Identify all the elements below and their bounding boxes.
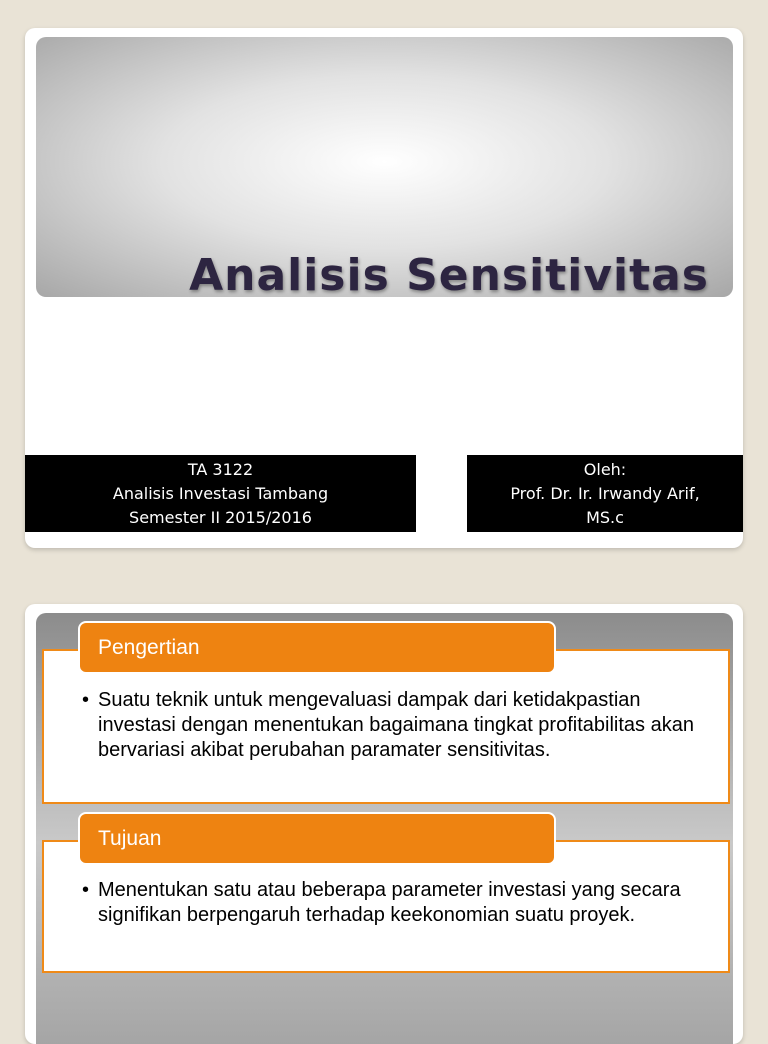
course-semester: Semester II 2015/2016 (129, 507, 312, 527)
bullet-icon: • (82, 689, 90, 711)
course-name: Analisis Investasi Tambang (112, 483, 329, 503)
author-degree: MS.c (586, 507, 624, 527)
pengertian-text: Suatu teknik untuk mengevaluasi dampak dari ketidakpastian investasi dengan menentukan bagaimana tingkat profitabilitas akan bervariasi akibat perubahan paramater sensitivitas. (98, 689, 694, 761)
tujuan-bullet (82, 878, 708, 928)
tujuan-heading: Tujuan (78, 812, 556, 865)
author-name: Prof. Dr. Ir. Irwandy Arif, (510, 483, 700, 503)
author-label: Oleh: (583, 459, 627, 479)
pengertian-heading: Pengertian (78, 621, 556, 674)
author-info-box (467, 455, 743, 532)
slide-title: Analisis Sensitivitas (189, 250, 709, 301)
course-code: TA 3122 (187, 459, 254, 479)
tujuan-text: Menentukan satu atau beberapa parameter investasi yang secara signifikan berpengaruh terhadap keekonomian suatu proyek. (98, 879, 681, 926)
pengertian-bullet (82, 688, 708, 763)
bullet-icon: • (82, 879, 90, 901)
content-slide (25, 604, 743, 1044)
course-info-box (25, 455, 416, 532)
title-slide (25, 28, 743, 548)
